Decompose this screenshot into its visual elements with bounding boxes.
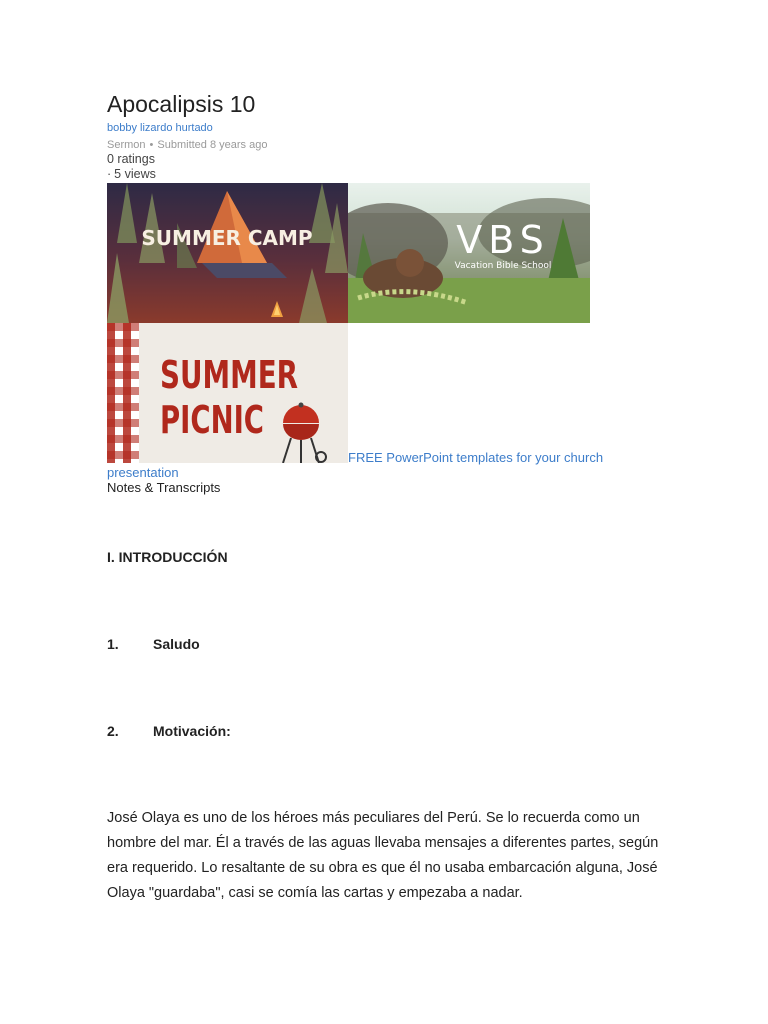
meta-separator: • bbox=[149, 139, 154, 151]
sermon-meta bbox=[107, 138, 667, 152]
views-bullet: · bbox=[107, 167, 112, 181]
views-count bbox=[107, 167, 667, 182]
sermon-title: Apocalipsis 10 bbox=[107, 91, 256, 117]
body-paragraph: José Olaya es uno de los héroes más peculiares del Perú. Se lo recuerda como un hombre del mar. Él a través de las aguas llevaba mensajes a diferentes partes, según era requerido. Lo resaltante de su obra es que él no usaba embarcación alguna, José Olaya "guardaba", casi se comía las cartas y empezaba a nadar. bbox=[107, 810, 659, 901]
vbs-image bbox=[348, 183, 590, 323]
author-link[interactable]: bobby lizardo hurtado bbox=[107, 122, 213, 134]
notes-transcripts-label: Notes & Transcripts bbox=[107, 480, 221, 495]
picnic-label-line1: SUMMER bbox=[160, 353, 298, 397]
submitted-date: Submitted 8 years ago bbox=[157, 139, 268, 151]
summer-camp-thumbnail[interactable] bbox=[107, 183, 348, 323]
section-heading: I. INTRODUCCIÓN bbox=[107, 549, 228, 565]
summer-camp-label: SUMMER CAMP bbox=[141, 226, 313, 250]
outline-item-1-text: Saludo bbox=[153, 636, 200, 652]
outline-item-2 bbox=[107, 722, 667, 740]
outline-item-2-text: Motivación: bbox=[153, 723, 231, 739]
summer-picnic-image bbox=[107, 323, 348, 463]
vbs-sublabel: Vacation Bible School bbox=[454, 261, 552, 271]
views-text: 5 views bbox=[114, 167, 156, 181]
template-thumbnails bbox=[107, 183, 591, 463]
summer-camp-image bbox=[107, 183, 348, 323]
sermon-type: Sermon bbox=[107, 139, 146, 151]
free-templates-link[interactable]: FREE PowerPoint templates for your church presentation bbox=[107, 450, 604, 480]
outline-item-1 bbox=[107, 635, 667, 653]
vbs-label: VBS bbox=[456, 218, 550, 262]
picnic-label-line2: PICNIC bbox=[160, 398, 264, 442]
sermon-page bbox=[107, 90, 667, 906]
summer-picnic-thumbnail[interactable] bbox=[107, 323, 348, 463]
outline-item-2-number: 2. bbox=[107, 723, 119, 739]
outline-item-1-number: 1. bbox=[107, 636, 119, 652]
vbs-thumbnail[interactable] bbox=[348, 183, 590, 323]
ratings-count: 0 ratings bbox=[107, 152, 155, 166]
